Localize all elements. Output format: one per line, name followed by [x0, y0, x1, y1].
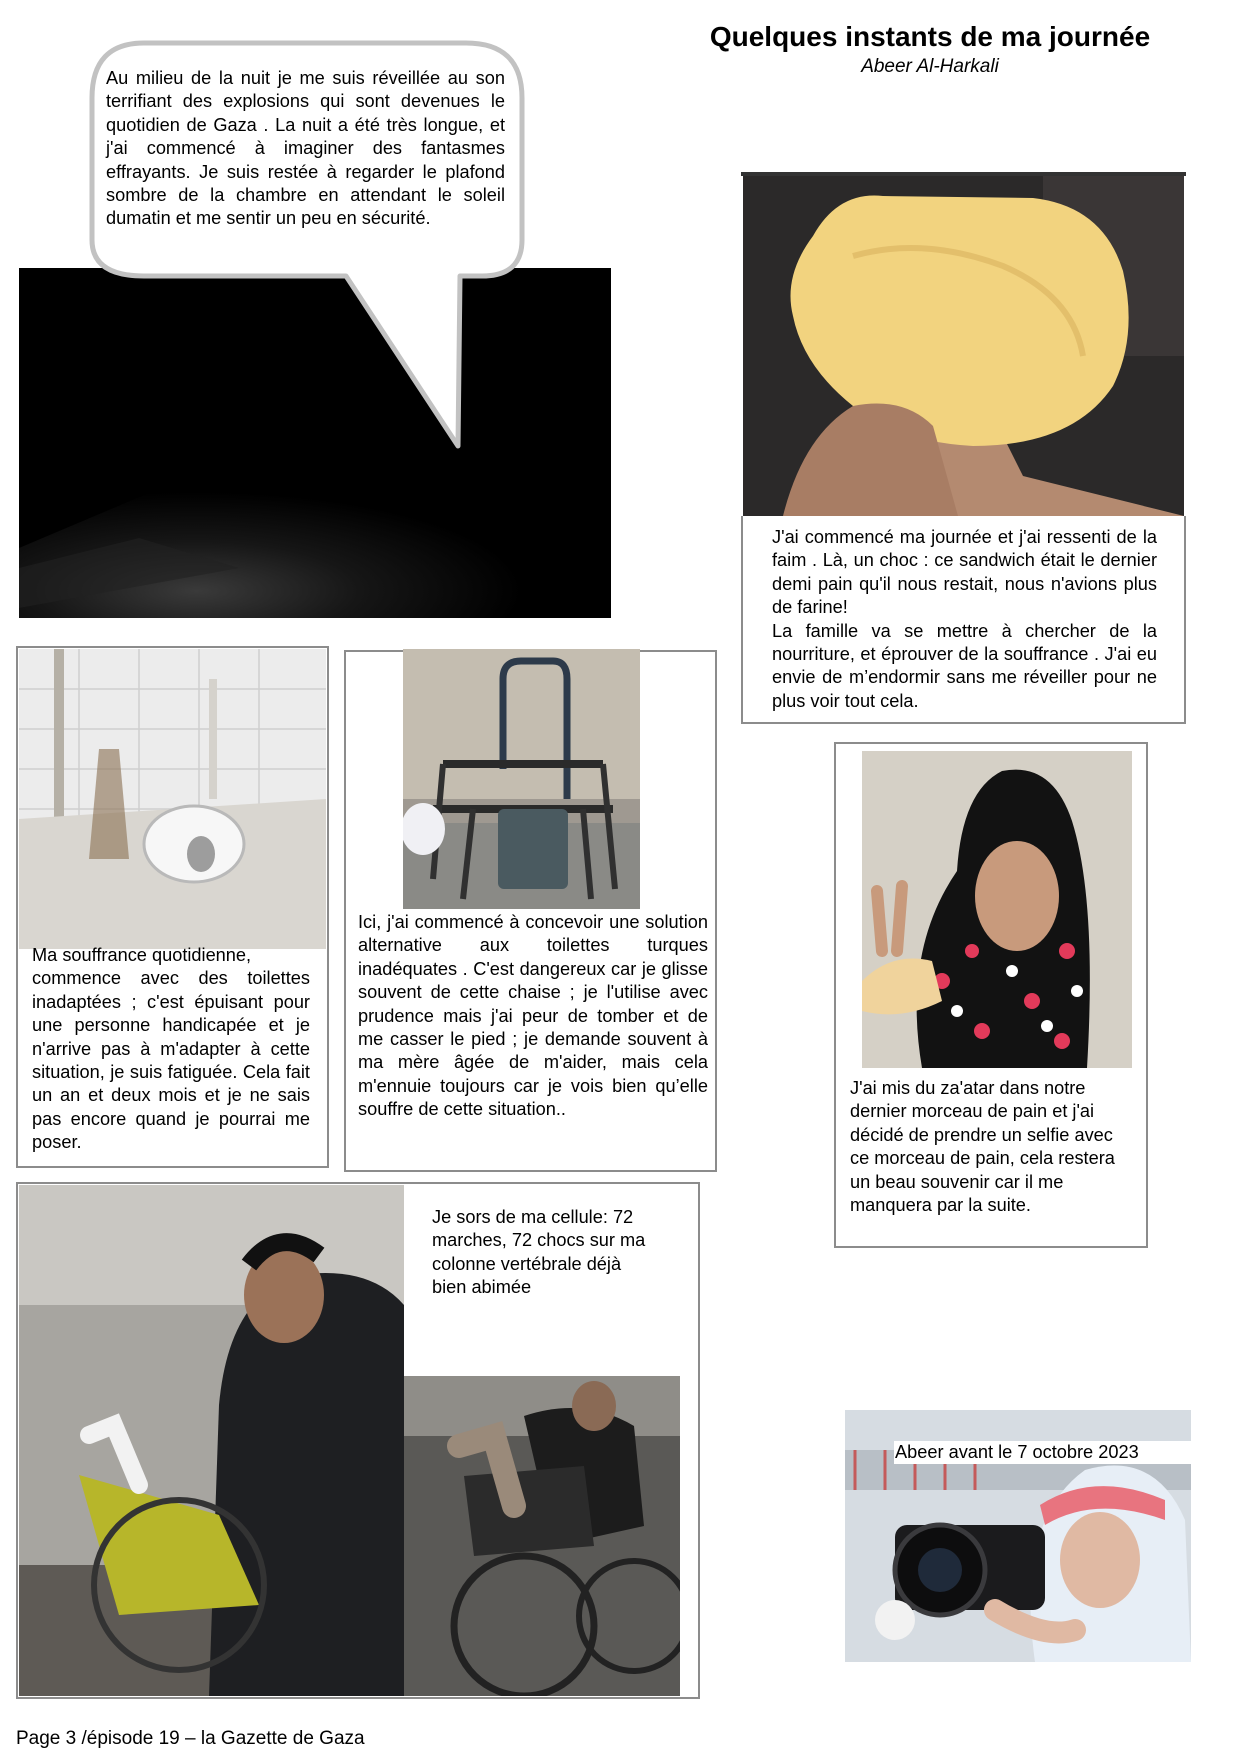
bubble-text: Au milieu de la nuit je me suis réveillée au son terrifiant des explosions qui sont devenues le quotidien de Gaza . La nuit a été très longue, et j'ai commencé à imaginer des fantasmes effrayants. Je suis restée à regarder le plafond sombre de la chambre en attendant le soleil dumatin et me sentir un peu en sécurité. [106, 68, 505, 229]
toilet-text: Ma souffrance quotidienne, commence avec des toilettes inadaptées ; c'est épuisant pour une personne handicapée et je n'arrive pas à m'adapter à cette situation, je suis fatiguée. Cela fait un an et deux mois et je ne sais pas encore quand je pourrai me poser. [32, 945, 310, 1153]
page-footer: Page 3 /épisode 19 – la Gazette de Gaza [16, 1728, 365, 1749]
stairs-text: Je sors de ma cellule: 72 marches, 72 chocs sur ma colonne vertébrale déjà bien abimée [432, 1207, 646, 1298]
stairs-photo-right [404, 1376, 680, 1696]
bread-text: J'ai commencé ma journée et j'ai ressenti de la faim . Là, un choc : ce sandwich était le dernier demi pain qu'il nous restait, nous n'avions plus de farine! La famille va se mettre à chercher de la nourriture, et éprouver de la souffrance . J'ai eu envie de m’endormir sans me réveiller pour ne plus voir tout cela. [772, 527, 1157, 711]
camera-caption: Abeer avant le 7 octobre 2023 [894, 1441, 1196, 1464]
page-title: Quelques instants de ma journée [709, 21, 1151, 52]
selfie-photo [862, 751, 1132, 1068]
chair-photo [403, 649, 640, 909]
stairs-photo-left [19, 1185, 404, 1696]
author-name: Abeer Al-Harkali [861, 56, 999, 77]
bread-photo [743, 176, 1184, 516]
selfie-text: J'ai mis du za'atar dans notre dernier morceau de pain et j'ai décidé de prendre un selfie avec ce morceau de pain, cela restera un beau souvenir car il me manquera par la suite. [850, 1078, 1115, 1216]
chair-text: Ici, j'ai commencé à concevoir une solution alternative aux toilettes turques inadéquates . C'est dangereux car je glisse souvent de cette chaise ; je l'utilise avec prudence mais j'ai peur de tomber et de me casser le pied ; je demande souvent à ma mère âgée de m'aider, mais cela m'ennuie toujours car je vois bien qu’elle souffre de cette situation.. [358, 912, 708, 1120]
toilet-photo [19, 649, 326, 949]
